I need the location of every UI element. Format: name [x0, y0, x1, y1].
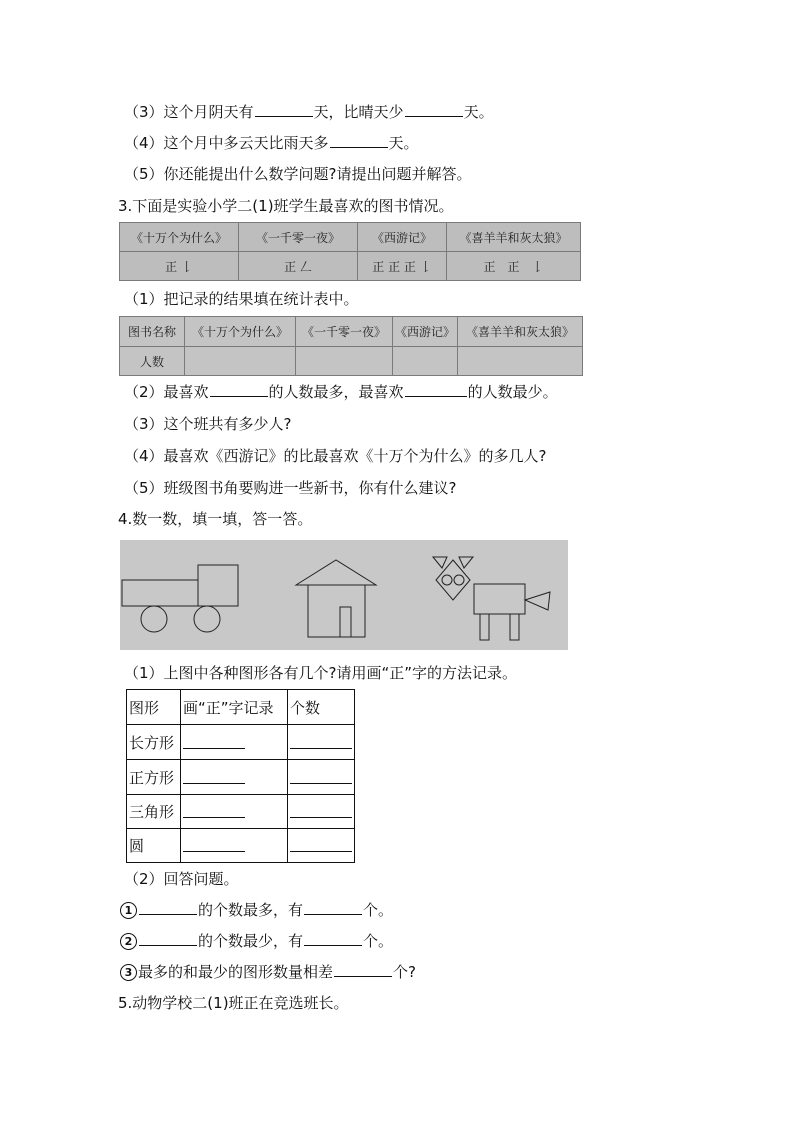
tally-book-1: 《十万个为什么》: [120, 223, 239, 252]
tally-input-cell[interactable]: [181, 829, 288, 863]
stat-count-cell[interactable]: [296, 347, 393, 376]
text: 最多的和最少的图形数量相差: [138, 963, 334, 981]
truck-wheel-circle: [141, 606, 167, 632]
tail-triangle: [525, 592, 550, 610]
text: 个?: [393, 963, 416, 981]
stat-book-2: 《一千零一夜》: [296, 317, 393, 347]
q4-line-2: （2）回答问题。: [124, 870, 239, 888]
shape-row-square: 正方形: [127, 760, 181, 795]
answer-blank[interactable]: [304, 931, 362, 946]
leg-rectangle: [510, 614, 519, 640]
q3-line-4: （4）最喜欢《西游记》的比最喜欢《十万个为什么》的多几人?: [124, 447, 547, 465]
q3-line-1: （1）把记录的结果填在统计表中。: [124, 290, 359, 308]
q2-line-3: [124, 102, 494, 122]
q3-line-5: （5）班级图书角要购进一些新书，你有什么建议?: [124, 479, 457, 497]
text: （3）这个月阴天有: [124, 103, 254, 121]
tally-mark-1: 正 𠄌: [120, 252, 239, 281]
stat-book-3: 《西游记》: [393, 317, 458, 347]
shape-header-count: 个数: [288, 690, 355, 725]
truck-body-rectangle: [122, 580, 198, 606]
count-input-cell[interactable]: [288, 829, 355, 863]
shape-row-rectangle: 长方形: [127, 725, 181, 760]
text: 天。: [388, 134, 419, 152]
tally-mark-4: 正 正 𠄌: [447, 252, 581, 281]
answer-blank[interactable]: [183, 801, 245, 818]
q3-line-3: （3）这个班共有多少人?: [124, 415, 292, 433]
tally-input-cell[interactable]: [181, 795, 288, 829]
stat-book-4: 《喜羊羊和灰太狼》: [458, 317, 583, 347]
text: 天，比晴天少: [313, 103, 404, 121]
body-rectangle: [474, 584, 525, 614]
leg-rectangle: [480, 614, 489, 640]
q2-line-4: [124, 133, 419, 153]
text: 的人数最多，最喜欢: [268, 383, 404, 401]
answer-blank[interactable]: [405, 102, 463, 117]
house-roof-triangle: [296, 560, 376, 585]
shapes-figure: [120, 540, 568, 650]
shape-row-circle: 圆: [127, 829, 181, 863]
answer-blank[interactable]: [210, 382, 268, 397]
q4-sub-1: [120, 900, 393, 920]
shape-header-tally: 画“正”字记录: [181, 690, 288, 725]
answer-blank[interactable]: [330, 133, 388, 148]
eye-circle: [454, 575, 464, 585]
circled-number: 1: [120, 902, 137, 919]
answer-blank[interactable]: [183, 835, 245, 852]
circled-number: 3: [120, 964, 137, 981]
q4-sub-3: [120, 962, 416, 982]
stat-book-1: 《十万个为什么》: [185, 317, 296, 347]
count-input-cell[interactable]: [288, 760, 355, 795]
tally-record-table: [119, 222, 581, 281]
stat-table: [119, 316, 583, 376]
count-input-cell[interactable]: [288, 795, 355, 829]
answer-blank[interactable]: [139, 931, 197, 946]
answer-blank[interactable]: [334, 962, 392, 977]
tally-book-4: 《喜羊羊和灰太狼》: [447, 223, 581, 252]
truck-cab-square: [198, 565, 238, 606]
shape-count-table: [126, 689, 355, 863]
text: 天。: [463, 103, 494, 121]
text: 的人数最少。: [467, 383, 558, 401]
answer-blank[interactable]: [183, 732, 245, 749]
count-input-cell[interactable]: [288, 725, 355, 760]
stat-count-cell[interactable]: [458, 347, 583, 376]
tally-mark-2: 正 𠃋: [239, 252, 358, 281]
tally-input-cell[interactable]: [181, 760, 288, 795]
q3-title: 3.下面是实验小学二(1)班学生最喜欢的图书情况。: [118, 197, 454, 215]
circled-number: 2: [120, 933, 137, 950]
shape-header-shape: 图形: [127, 690, 181, 725]
text: 的个数最多，有: [198, 901, 304, 919]
q2-line-5: （5）你还能提出什么数学问题?请提出问题并解答。: [124, 165, 472, 183]
answer-blank[interactable]: [304, 900, 362, 915]
q3-line-2: [124, 382, 558, 402]
truck-wheel-circle: [194, 606, 220, 632]
stat-row-label: 人数: [120, 347, 185, 376]
q4-title: 4.数一数，填一填，答一答。: [118, 510, 313, 528]
q5-title: 5.动物学校二(1)班正在竞选班长。: [118, 994, 349, 1012]
tally-book-3: 《西游记》: [358, 223, 447, 252]
answer-blank[interactable]: [139, 900, 197, 915]
text: 个。: [363, 901, 394, 919]
head-diamond-square: [436, 560, 470, 600]
shape-row-triangle: 三角形: [127, 795, 181, 829]
ear-triangle: [459, 557, 473, 568]
q4-line-1: （1）上图中各种图形各有几个?请用画“正”字的方法记录。: [124, 664, 518, 682]
answer-blank[interactable]: [290, 801, 352, 818]
stat-count-cell[interactable]: [185, 347, 296, 376]
text: （2）最喜欢: [124, 383, 209, 401]
answer-blank[interactable]: [290, 732, 352, 749]
text: （4）这个月中多云天比雨天多: [124, 134, 329, 152]
q4-sub-2: [120, 931, 393, 951]
text: 的个数最少，有: [198, 932, 304, 950]
tally-mark-3: 正 正 正 𠄌: [358, 252, 447, 281]
text: 个。: [363, 932, 394, 950]
stat-header: 图书名称: [120, 317, 185, 347]
stat-count-cell[interactable]: [393, 347, 458, 376]
answer-blank[interactable]: [405, 382, 467, 397]
house-wall-rectangle: [308, 585, 365, 637]
tally-book-2: 《一千零一夜》: [239, 223, 358, 252]
ear-triangle: [433, 557, 447, 568]
answer-blank[interactable]: [183, 767, 245, 784]
answer-blank[interactable]: [255, 102, 313, 117]
answer-blank[interactable]: [290, 767, 352, 784]
shapes-drawing: [120, 540, 568, 650]
tally-input-cell[interactable]: [181, 725, 288, 760]
answer-blank[interactable]: [290, 835, 352, 852]
house-door-rectangle: [340, 607, 351, 637]
eye-circle: [442, 575, 452, 585]
